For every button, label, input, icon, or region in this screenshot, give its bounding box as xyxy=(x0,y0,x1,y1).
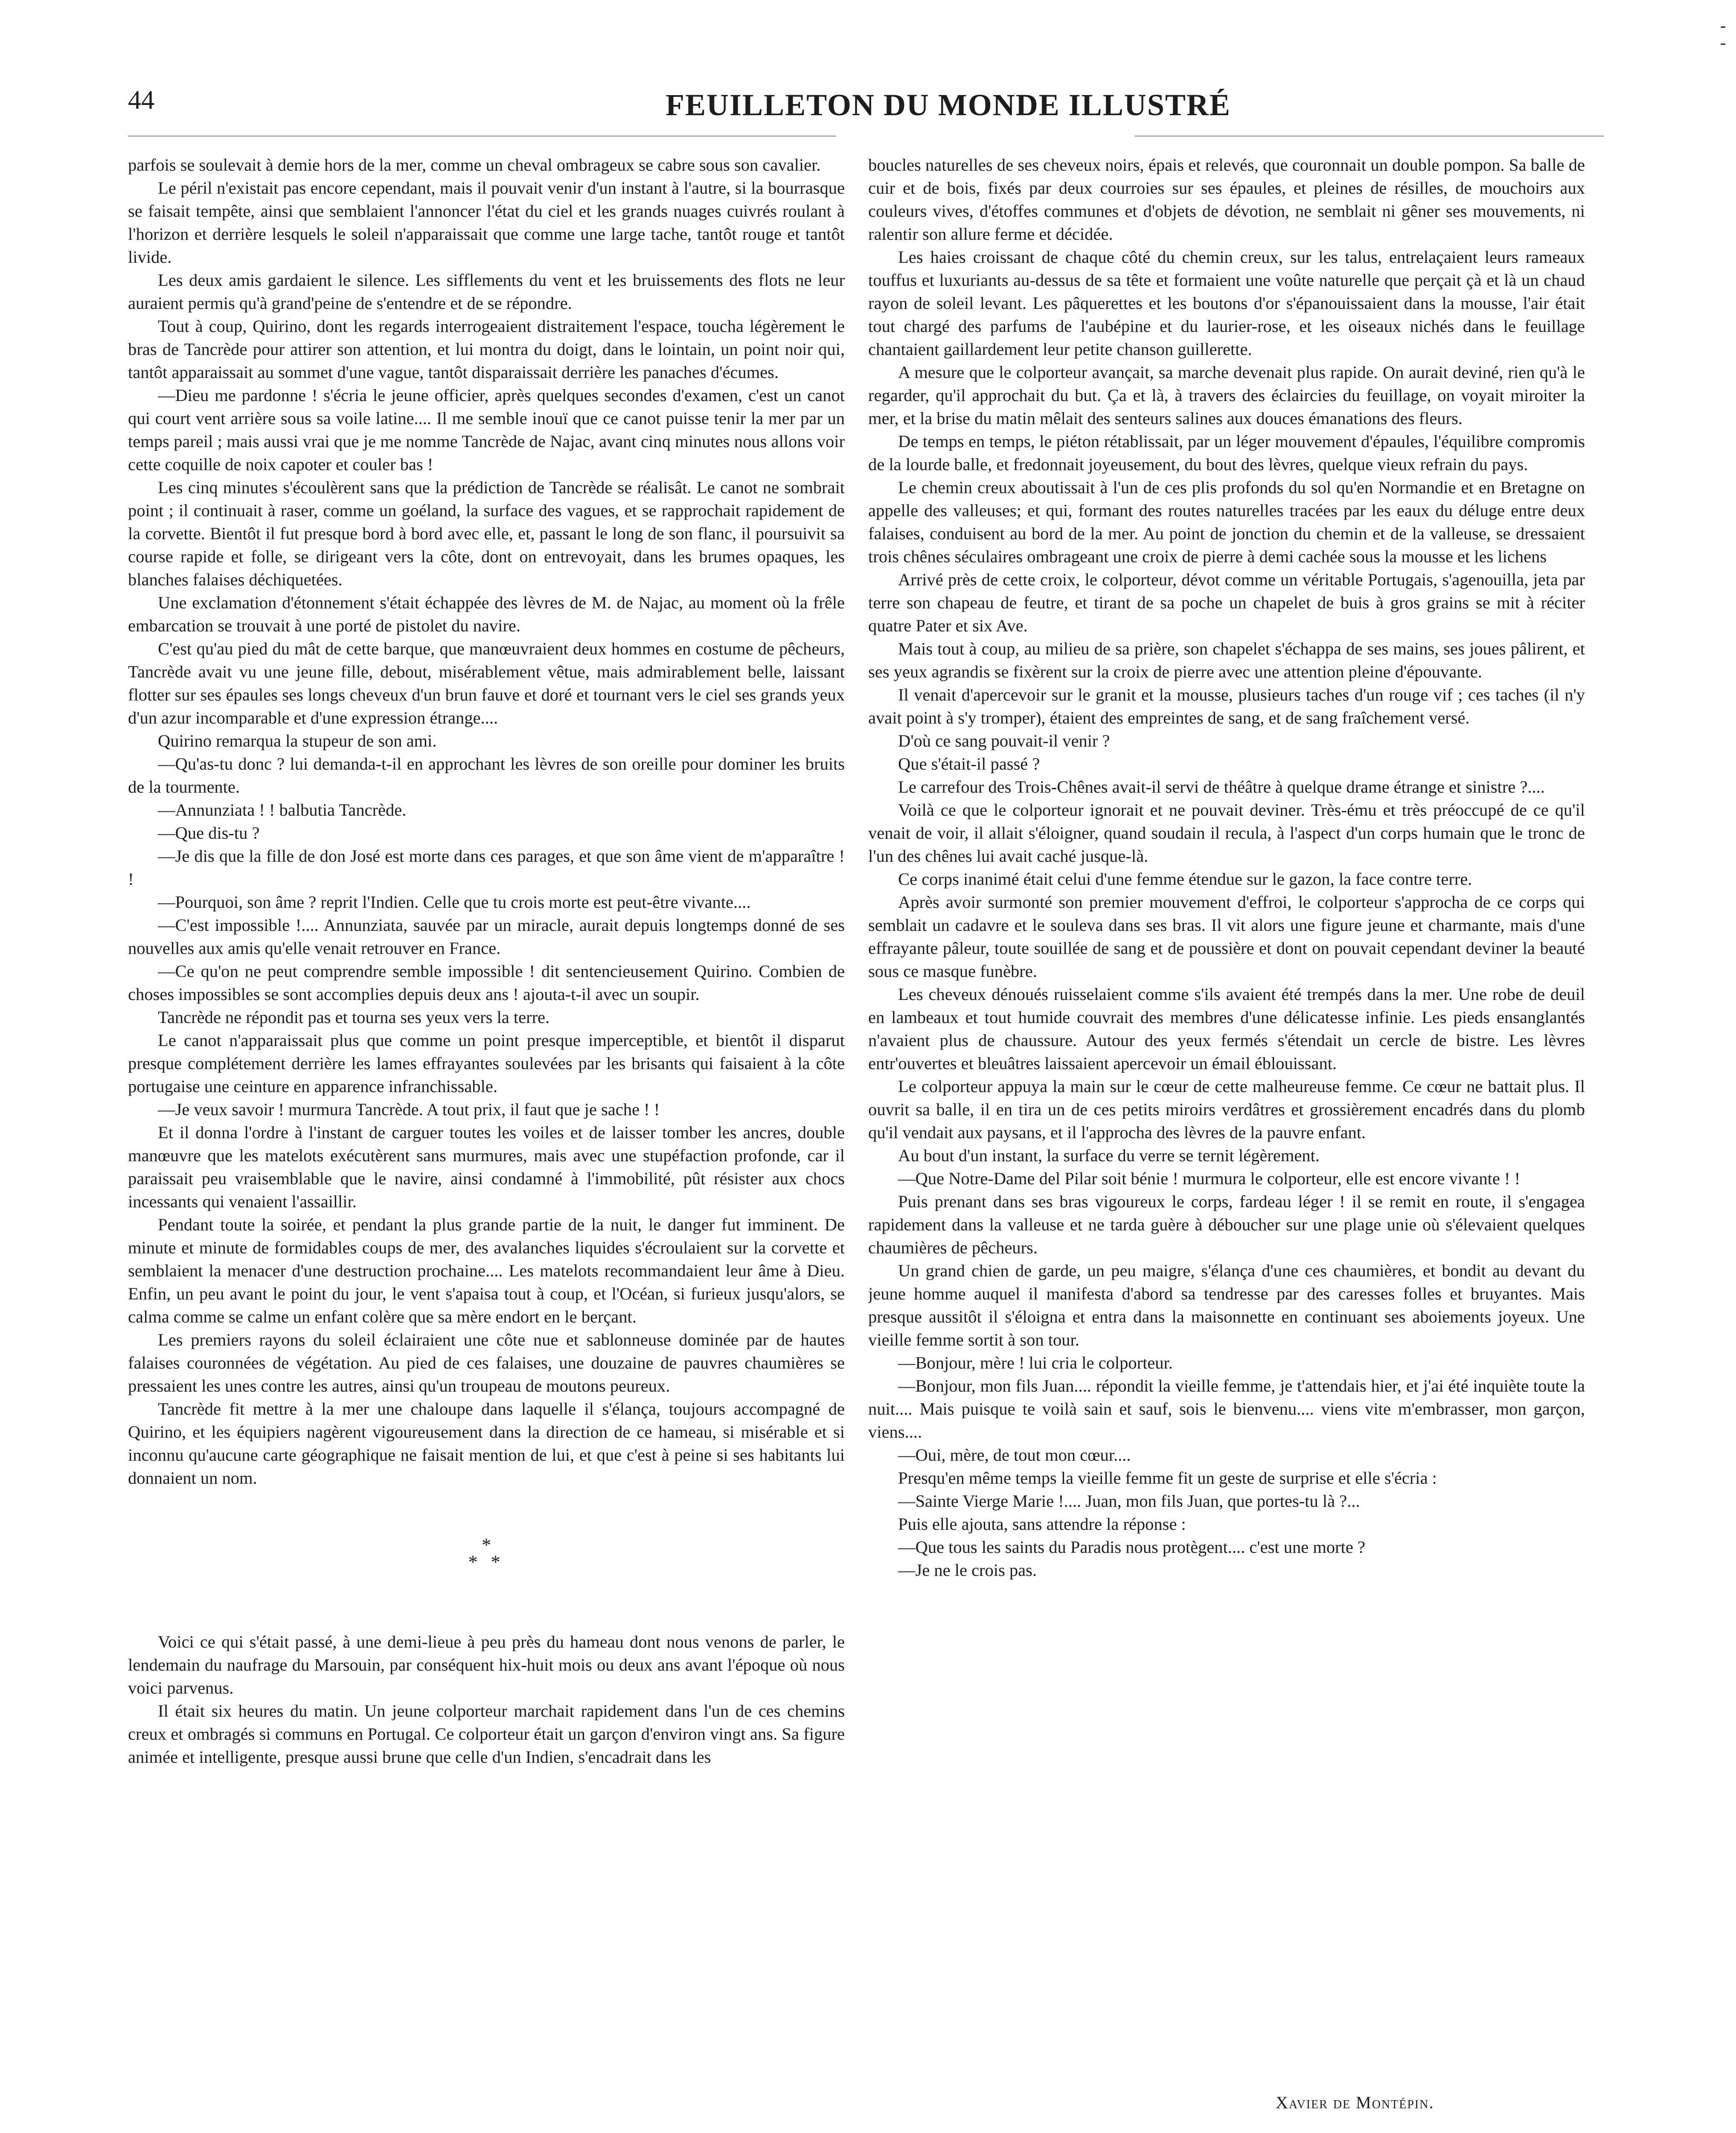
left-column-paragraph: Quirino remarqua la stupeur de son ami. xyxy=(158,731,437,750)
right-column-paragraph: —Oui, mère, de tout mon cœur.... xyxy=(898,1445,1131,1465)
right-column-paragraph: —Que Notre-Dame del Pilar soit bénie ! murmura le colporteur, elle est encore vivante ! ! xyxy=(898,1169,1521,1188)
right-column-paragraph: —Je ne le crois pas. xyxy=(898,1561,1037,1580)
header-rule-left xyxy=(128,136,836,137)
right-column-paragraph: Après avoir surmonté son premier mouvement d'effroi, le colporteur s'approcha de ce corps qui semblait un cadavre et le souleva dans ses bras. Il vit alors une figure jeune et charmante, mais d'une effrayante pâleur, toute souillée de sang et de poussière et dont on pouvait cependant deviner la beauté sous ce masque funèbre. xyxy=(868,892,1585,981)
left-column-paragraph: Tout à coup, Quirino, dont les regards interrogeaient distraitement l'espace, toucha légèrement le bras de Tancrède pour attirer son attention, et lui montra du doigt, dans le lointain, un point noir qui, tantôt apparaissait au sommet d'une vague, tantôt disparaissait derrière les panaches d'écumes. xyxy=(128,317,845,382)
left-column-paragraph: Le péril n'existait pas encore cependant, mais il pouvait venir d'un instant à l'autre, si la bourrasque se faisait tempête, ainsi que semblaient l'annoncer l'état du ciel et les grands nuages cuivrés roulant à l'horizon et derrière lesquels le soleil n'apparaissait que comme une large tache, tantôt rouge et tantôt livide. xyxy=(128,178,845,267)
right-column-paragraph: Le chemin creux aboutissait à l'un de ces plis profonds du sol qu'en Normandie et en Bretagne on appelle des valleuses; et qui, formant des routes naturelles tracées par les eaux du déluge entre deux falaises, conduisent au bord de la mer. Au point de jonction du chemin et de la valleuse, se dressaient trois chênes séculaires ombrageant une croix de pierre à demi cachée sous la mousse et les lichens xyxy=(868,478,1585,566)
left-column-paragraph: Il était six heures du matin. Un jeune colporteur marchait rapidement dans l'un de ces chemins creux et ombragés si communs en Portugal. Ce colporteur était un garçon d'environ vingt ans. Sa figure animée et intelligente, presque aussi brune que celle d'un Indien, s'encadrait dans les xyxy=(128,1701,845,1767)
left-column-paragraph: parfois se soulevait à demie hors de la mer, comme un cheval ombrageux se cabre sous son cavalier. xyxy=(128,155,821,174)
left-column-paragraph: —Que dis-tu ? xyxy=(158,823,260,843)
left-column-paragraph: Le canot n'apparaissait plus que comme un point presque imperceptible, et bientôt il disparut presque complétement derrière les lames effrayantes soulevées par les brisants qui faisaient à la côte portugaise une ceinture en apparence infranchissable. xyxy=(128,1031,845,1096)
page-number: 44 xyxy=(128,86,154,115)
right-column-paragraph: —Que tous les saints du Paradis nous protègent.... c'est une morte ? xyxy=(898,1537,1365,1557)
left-column-paragraph: —Je dis que la fille de don José est morte dans ces parages, et que son âme vient de m'apparaître ! ! xyxy=(128,846,845,889)
left-column-paragraph: Une exclamation d'étonnement s'était échappée des lèvres de M. de Najac, au moment où la frêle embarcation se trouvait à une porté de pistolet du navire. xyxy=(128,593,845,635)
left-column-paragraph: —Dieu me pardonne ! s'écria le jeune officier, après quelques secondes d'examen, c'est un canot qui court vent arrière sous sa voile latine.... Il me semble inouï que ce canot puisse tenir la mer par un temps pareil ; mais aussi vrai que je me nomme Tancrède de Najac, avant cinq minutes nous allons voir cette coquille de noix capoter et couler bas ! xyxy=(128,386,845,474)
left-column-paragraphs-after-break xyxy=(128,1630,845,1769)
left-column-paragraph: Les cinq minutes s'écoulèrent sans que la prédiction de Tancrède se réalisât. Le canot ne sombrait point ; il continuait à raser, comme un goéland, la surface des vagues, et se rapprochait rapidement de la corvette. Bientôt il fut presque bord à bord avec elle, et, passant le long de son flanc, il poursuivit sa course rapide et folle, se dirigeant vers la côte, dont on entrevoyait, dans les brumes opaques, les blanches falaises déchiquetées. xyxy=(128,478,845,589)
left-column-paragraphs xyxy=(128,154,845,1490)
right-column-paragraph: Mais tout à coup, au milieu de sa prière, son chapelet s'échappa de ses mains, ses joues pâlirent, et ses yeux agrandis se fixèrent sur la croix de pierre avec une attention pleine d'épouvante. xyxy=(868,639,1585,681)
right-column-paragraph: Que s'était-il passé ? xyxy=(898,754,1040,773)
left-column-paragraph: —Je veux savoir ! murmura Tancrède. A tout prix, il faut que je sache ! ! xyxy=(158,1100,660,1119)
right-column-paragraph: De temps en temps, le piéton rétablissait, par un léger mouvement d'épaules, l'équilibre compromis de la lourde balle, et fredonnait joyeusement, du bout des lèvres, quelque vieux refrain du pays. xyxy=(868,432,1585,474)
right-column-paragraph: Il venait d'apercevoir sur le granit et la mousse, plusieurs taches d'un rouge vif ; ces taches (il n'y avait point à s'y tromper), étaient des empreintes de sang, et de sang fraîchement versé. xyxy=(868,685,1585,727)
right-column-paragraph: Arrivé près de cette croix, le colporteur, dévot comme un véritable Portugais, s'agenouilla, jeta par terre son chapeau de feutre, et tirant de sa poche un chapelet de buis à gros grains se mit à réciter quatre Pater et six Ave. xyxy=(868,570,1585,635)
right-edge-mark: - - xyxy=(1720,16,1726,52)
right-column-paragraph: Puis prenant dans ses bras vigoureux le corps, fardeau léger ! il se remit en route, il s'engagea rapidement dans la valleuse et ne tarda guère à déboucher sur une plage unie où s'élevaient quelques chaumières de pêcheurs. xyxy=(868,1192,1585,1257)
left-column-paragraph: Et il donna l'ordre à l'instant de carguer toutes les voiles et de laisser tomber les ancres, double manœuvre que les matelots exécutèrent sans murmures, mais avec une stupéfaction profonde, car il paraissait peu vraisemblable que le navire, ainsi condamné à l'immobilité, pût résister aux chocs incessants qui venaient l'assaillir. xyxy=(128,1123,845,1211)
author-signature: Xavier de Montépin. xyxy=(1276,2093,1434,2112)
right-column-paragraphs xyxy=(868,154,1585,1582)
right-column xyxy=(868,154,1585,2022)
left-column-paragraph: Les premiers rayons du soleil éclairaient une côte nue et sablonneuse dominée par de hautes falaises couronnées de végétation. Au pied de ces falaises, une douzaine de pauvres chaumières se pressaient les unes contre les autres, ainsi qu'un troupeau de moutons peureux. xyxy=(128,1330,845,1395)
left-column-paragraph: Pendant toute la soirée, et pendant la plus grande partie de la nuit, le danger fut imminent. De minute et minute de formidables coups de mer, des avalanches liquides s'écroulaient sur la corvette et semblaient la menacer d'une destruction prochaine.... Les matelots recommandaient leur âme à Dieu. Enfin, un peu avant le point du jour, le vent s'apaisa tout à coup, et l'Océan, si furieux jusqu'alors, se calma comme se calme un enfant colère que sa mère endort en le berçant. xyxy=(128,1215,845,1326)
right-column-paragraph: Au bout d'un instant, la surface du verre se ternit légèrement. xyxy=(898,1146,1320,1165)
left-column-paragraph: —Qu'as-tu donc ? lui demanda-t-il en approchant les lèvres de son oreille pour dominer les bruits de la tourmente. xyxy=(128,754,845,796)
left-column-paragraph: Voici ce qui s'était passé, à une demi-lieue à peu près du hameau dont nous venons de parler, le lendemain du naufrage du Marsouin, par conséquent hix-huit mois ou deux ans avant l'époque où nous voici parvenus. xyxy=(128,1632,845,1697)
right-column-paragraph: —Bonjour, mon fils Juan.... répondit la vieille femme, je t'attendais hier, et j'ai été inquiète toute la nuit.... Mais puisque te voilà sain et sauf, sois le bienvenu.... viens vite m'embrasser, mon garçon, viens.... xyxy=(868,1376,1585,1441)
left-column-paragraph: —Ce qu'on ne peut comprendre semble impossible ! dit sentencieusement Quirino. Combien de choses impossibles se sont accomplies depuis deux ans ! ajouta-t-il avec un soupir. xyxy=(128,962,845,1004)
right-column-paragraph: Voilà ce que le colporteur ignorait et ne pouvait deviner. Très-ému et très préoccupé de ce qu'il venait de voir, il allait s'éloigner, quand soudain il recula, à l'aspect d'un corps humain que le tronc de l'un des chênes lui avait caché jusque-là. xyxy=(868,800,1585,866)
right-column-paragraph: D'où ce sang pouvait-il venir ? xyxy=(898,731,1110,750)
right-column-paragraph: Le colporteur appuya la main sur le cœur de cette malheureuse femme. Ce cœur ne battait plus. Il ouvrit sa balle, il en tira un de ces petits miroirs verdâtres et grossièrement encadrés dans du plomb qu'il vendait aux paysans, et il l'approcha des lèvres de la pauvre enfant. xyxy=(868,1077,1585,1142)
left-column-paragraph: —Annunziata ! ! balbutia Tancrède. xyxy=(158,800,407,819)
header-rule-right xyxy=(1135,136,1604,137)
right-column-paragraph: —Bonjour, mère ! lui cria le colporteur. xyxy=(898,1353,1173,1372)
right-column-paragraph: Le carrefour des Trois-Chênes avait-il servi de théâtre à quelque drame étrange et sinistre ?.... xyxy=(898,777,1545,796)
right-column-paragraph: Puis elle ajouta, sans attendre la réponse : xyxy=(898,1514,1186,1534)
right-column-paragraph: —Sainte Vierge Marie !.... Juan, mon fils Juan, que portes-tu là ?... xyxy=(898,1491,1360,1511)
right-column-paragraph: boucles naturelles de ses cheveux noirs, épais et relevés, que couronnait un double pompon. Sa balle de cuir et de bois, fixés par deux courroies sur ses épaules, et pleines de résilles, de mouchoirs aux couleurs vives, d'étoffes communes et d'objets de dévotion, ne semblait ni gêner ses mouvements, ni ralentir son allure ferme et décidée. xyxy=(868,155,1585,244)
right-column-paragraph: Les haies croissant de chaque côté du chemin creux, sur les talus, entrelaçaient leurs rameaux touffus et luxuriants au-dessus de sa tête et formaient une voûte naturelle que perçait çà et là un chaud rayon de soleil levant. Les pâquerettes et les boutons d'or s'épanouissaient dans la mousse, l'air était tout chargé des parfums de l'aubépine et du laurier-rose, et les oiseaux nichés dans le feuillage chantaient gaillardement leur petite chanson guillerette. xyxy=(868,247,1585,359)
left-column-paragraph: Tancrède fit mettre à la mer une chaloupe dans laquelle il s'élança, toujours accompagné de Quirino, et les équipiers nagèrent vigoureusement dans la direction de ce hameau, si misérable et si inconnu qu'aucune carte géographique ne faisait mention de lui, et que c'est à peine si ses habitants lui donnaient un nom. xyxy=(128,1399,845,1488)
left-column xyxy=(128,154,845,2133)
asterism-star: * xyxy=(482,1534,491,1555)
section-break-asterism xyxy=(128,1534,845,1572)
left-column-paragraph: Tancrède ne répondit pas et tourna ses yeux vers la terre. xyxy=(158,1008,550,1027)
right-column-paragraph: Presqu'en même temps la vieille femme fit un geste de surprise et elle s'écria : xyxy=(898,1468,1437,1488)
right-column-paragraph: Les cheveux dénoués ruisselaient comme s'ils avaient été trempés dans la mer. Une robe de deuil en lambeaux et tout humide couvrait des membres d'une délicatesse infinie. Les pieds ensanglantés n'avaient plus de chaussure. Autour des yeux fermés s'étendait un cercle de bistre. Les lèvres entr'ouvertes et bleuâtres laissaient apercevoir un émail éblouissant. xyxy=(868,985,1585,1073)
left-column-paragraph: Les deux amis gardaient le silence. Les sifflements du vent et les bruissements des flots ne leur auraient permis qu'à grand'peine de s'entendre et de se répondre. xyxy=(128,270,845,313)
right-column-paragraph: Ce corps inanimé était celui d'une femme étendue sur le gazon, la face contre terre. xyxy=(898,869,1472,889)
right-column-paragraph: Un grand chien de garde, un peu maigre, s'élança d'une ces chaumières, et bondit au devant du jeune homme auquel il manifesta d'abord sa tendresse par des caresses folles et bruyantes. Mais presque aussitôt il s'éloigna et entra dans la maisonnette en continuant ses aboiements joyeux. Une vieille femme sortit à son tour. xyxy=(868,1261,1585,1349)
masthead-title: FEUILLETON DU MONDE ILLUSTRÉ xyxy=(666,88,1231,122)
asterism-stars-pair: * * xyxy=(468,1552,505,1572)
left-column-paragraph: —Pourquoi, son âme ? reprit l'Indien. Celle que tu crois morte est peut-être vivante.... xyxy=(158,892,751,912)
right-column-paragraph: A mesure que le colporteur avançait, sa marche devenait plus rapide. On aurait deviné, rien qu'à le regarder, qu'il approchait du but. Ça et là, à travers des éclaircies du feuillage, on voyait miroiter la mer, et la brise du matin mêlait des senteurs salines aux douces émanations des fleurs. xyxy=(868,363,1585,428)
left-column-paragraph: C'est qu'au pied du mât de cette barque, que manœuvraient deux hommes en costume de pêcheurs, Tancrède avait vu une jeune fille, debout, misérablement vêtue, mais admirablement belle, laissant flotter sur ses épaules ses longs cheveux d'un brun fauve et doré et tournant vers le ciel ses grands yeux d'un azur incomparable et d'une expression étrange.... xyxy=(128,639,845,727)
left-column-paragraph: —C'est impossible !.... Annunziata, sauvée par un miracle, aurait depuis longtemps donné de ses nouvelles aux amis qu'elle venait retrouver en France. xyxy=(128,915,845,958)
